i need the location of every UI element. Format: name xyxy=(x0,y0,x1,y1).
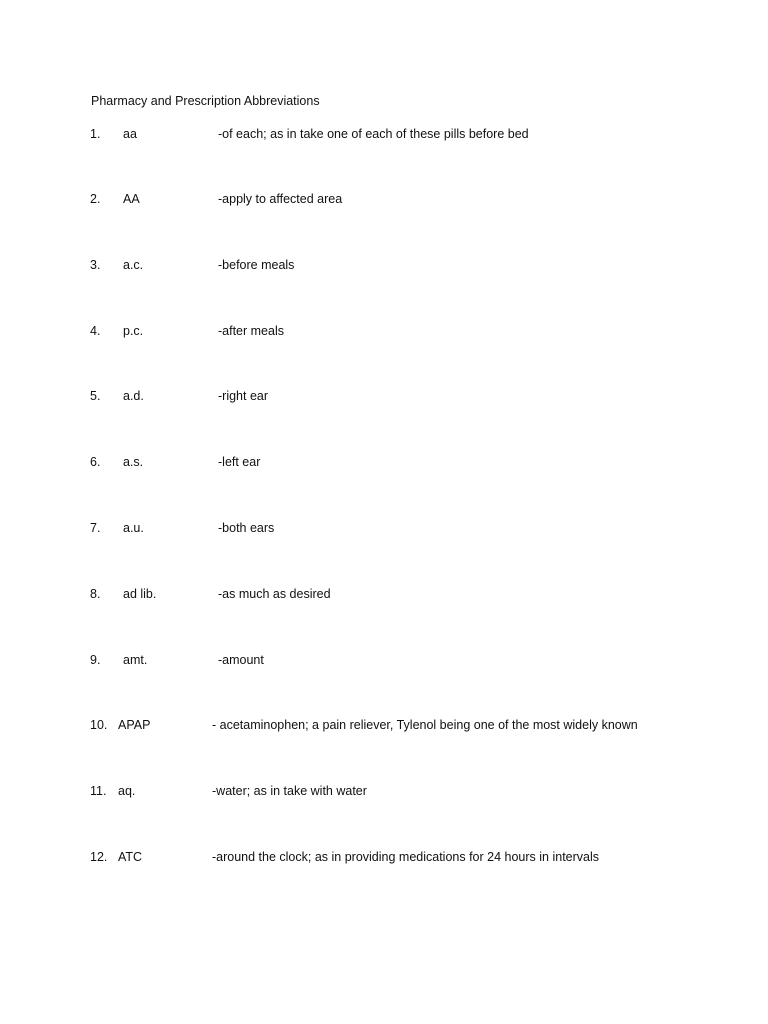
item-definition: -both ears xyxy=(218,521,275,535)
item-number: 7. xyxy=(90,521,101,535)
list-item xyxy=(0,324,768,342)
item-number: 3. xyxy=(90,258,101,272)
list-item xyxy=(0,587,768,605)
list-item xyxy=(0,653,768,671)
item-number: 10. xyxy=(90,718,108,732)
item-number: 2. xyxy=(90,192,101,206)
item-abbreviation: aa xyxy=(123,127,137,141)
item-definition: -as much as desired xyxy=(218,587,331,601)
item-number: 8. xyxy=(90,587,101,601)
list-item xyxy=(0,784,768,802)
list-item xyxy=(0,192,768,210)
list-item xyxy=(0,258,768,276)
item-abbreviation: p.c. xyxy=(123,324,144,338)
item-abbreviation: AA xyxy=(123,192,140,206)
item-number: 4. xyxy=(90,324,101,338)
item-abbreviation: a.s. xyxy=(123,455,144,469)
item-definition: -water; as in take with water xyxy=(212,784,367,798)
item-abbreviation: amt. xyxy=(123,653,148,667)
list-item xyxy=(0,455,768,473)
item-number: 11. xyxy=(90,784,107,798)
list-item xyxy=(0,850,768,868)
list-item xyxy=(0,521,768,539)
item-definition: -left ear xyxy=(218,455,261,469)
item-definition: -around the clock; as in providing medications for 24 hours in intervals xyxy=(212,850,600,864)
list-item xyxy=(0,389,768,407)
item-definition: - acetaminophen; a pain reliever, Tylenol being one of the most widely known xyxy=(212,718,638,732)
item-definition: -apply to affected area xyxy=(218,192,343,206)
item-abbreviation: a.u. xyxy=(123,521,144,535)
item-definition: -amount xyxy=(218,653,264,667)
item-number: 9. xyxy=(90,653,101,667)
list-item xyxy=(0,127,768,145)
item-definition: -after meals xyxy=(218,324,284,338)
item-number: 1. xyxy=(90,127,101,141)
page-title: Pharmacy and Prescription Abbreviations xyxy=(91,94,320,108)
item-definition: -before meals xyxy=(218,258,295,272)
item-number: 12. xyxy=(90,850,108,864)
item-abbreviation: APAP xyxy=(118,718,151,732)
item-abbreviation: a.d. xyxy=(123,389,144,403)
item-abbreviation: a.c. xyxy=(123,258,144,272)
item-number: 6. xyxy=(90,455,101,469)
item-number: 5. xyxy=(90,389,101,403)
item-definition: -right ear xyxy=(218,389,269,403)
item-abbreviation: ad lib. xyxy=(123,587,157,601)
item-abbreviation: ATC xyxy=(118,850,143,864)
item-abbreviation: aq. xyxy=(118,784,136,798)
item-definition: -of each; as in take one of each of these pills before bed xyxy=(218,127,529,141)
list-item xyxy=(0,718,768,736)
